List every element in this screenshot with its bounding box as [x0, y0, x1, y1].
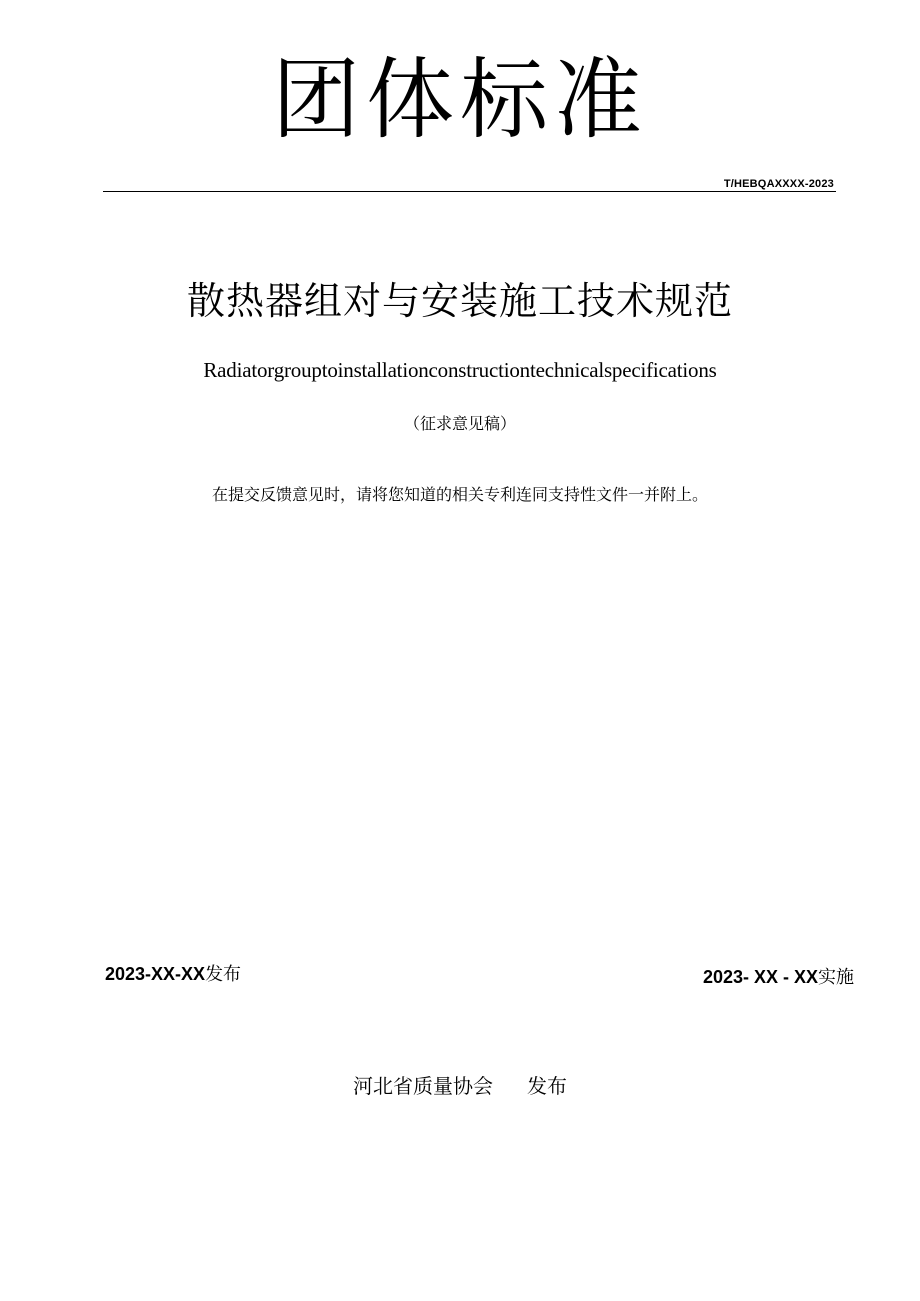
- document-title-cn: 散热器组对与安装施工技术规范: [186, 279, 733, 323]
- publisher-action: 发布: [527, 1074, 567, 1098]
- publish-date: [105, 962, 241, 987]
- publisher-line: [0, 1073, 920, 1099]
- publisher-name: 河北省质量协会: [353, 1074, 493, 1098]
- effective-date-label: 实施: [818, 967, 854, 988]
- publish-date-label: 发布: [205, 964, 242, 985]
- document-title-en: Radiatorgrouptoinstallationconstructiontechnicalspecifications: [203, 358, 717, 382]
- publish-date-value: 2023-XX-XX: [105, 964, 206, 984]
- standard-type-heading: 团体标准: [271, 48, 648, 151]
- standard-code: T/HEBQAXXXX-2023: [723, 178, 834, 190]
- effective-date: [703, 965, 854, 990]
- effective-date-value: 2023- XX - XX: [702, 967, 818, 987]
- draft-status-label: （征求意见稿）: [403, 414, 516, 433]
- patent-notice: 在提交反馈意见时，请将您知道的相关专利连同支持性文件一并附上。: [211, 485, 708, 504]
- header-divider: [103, 191, 836, 192]
